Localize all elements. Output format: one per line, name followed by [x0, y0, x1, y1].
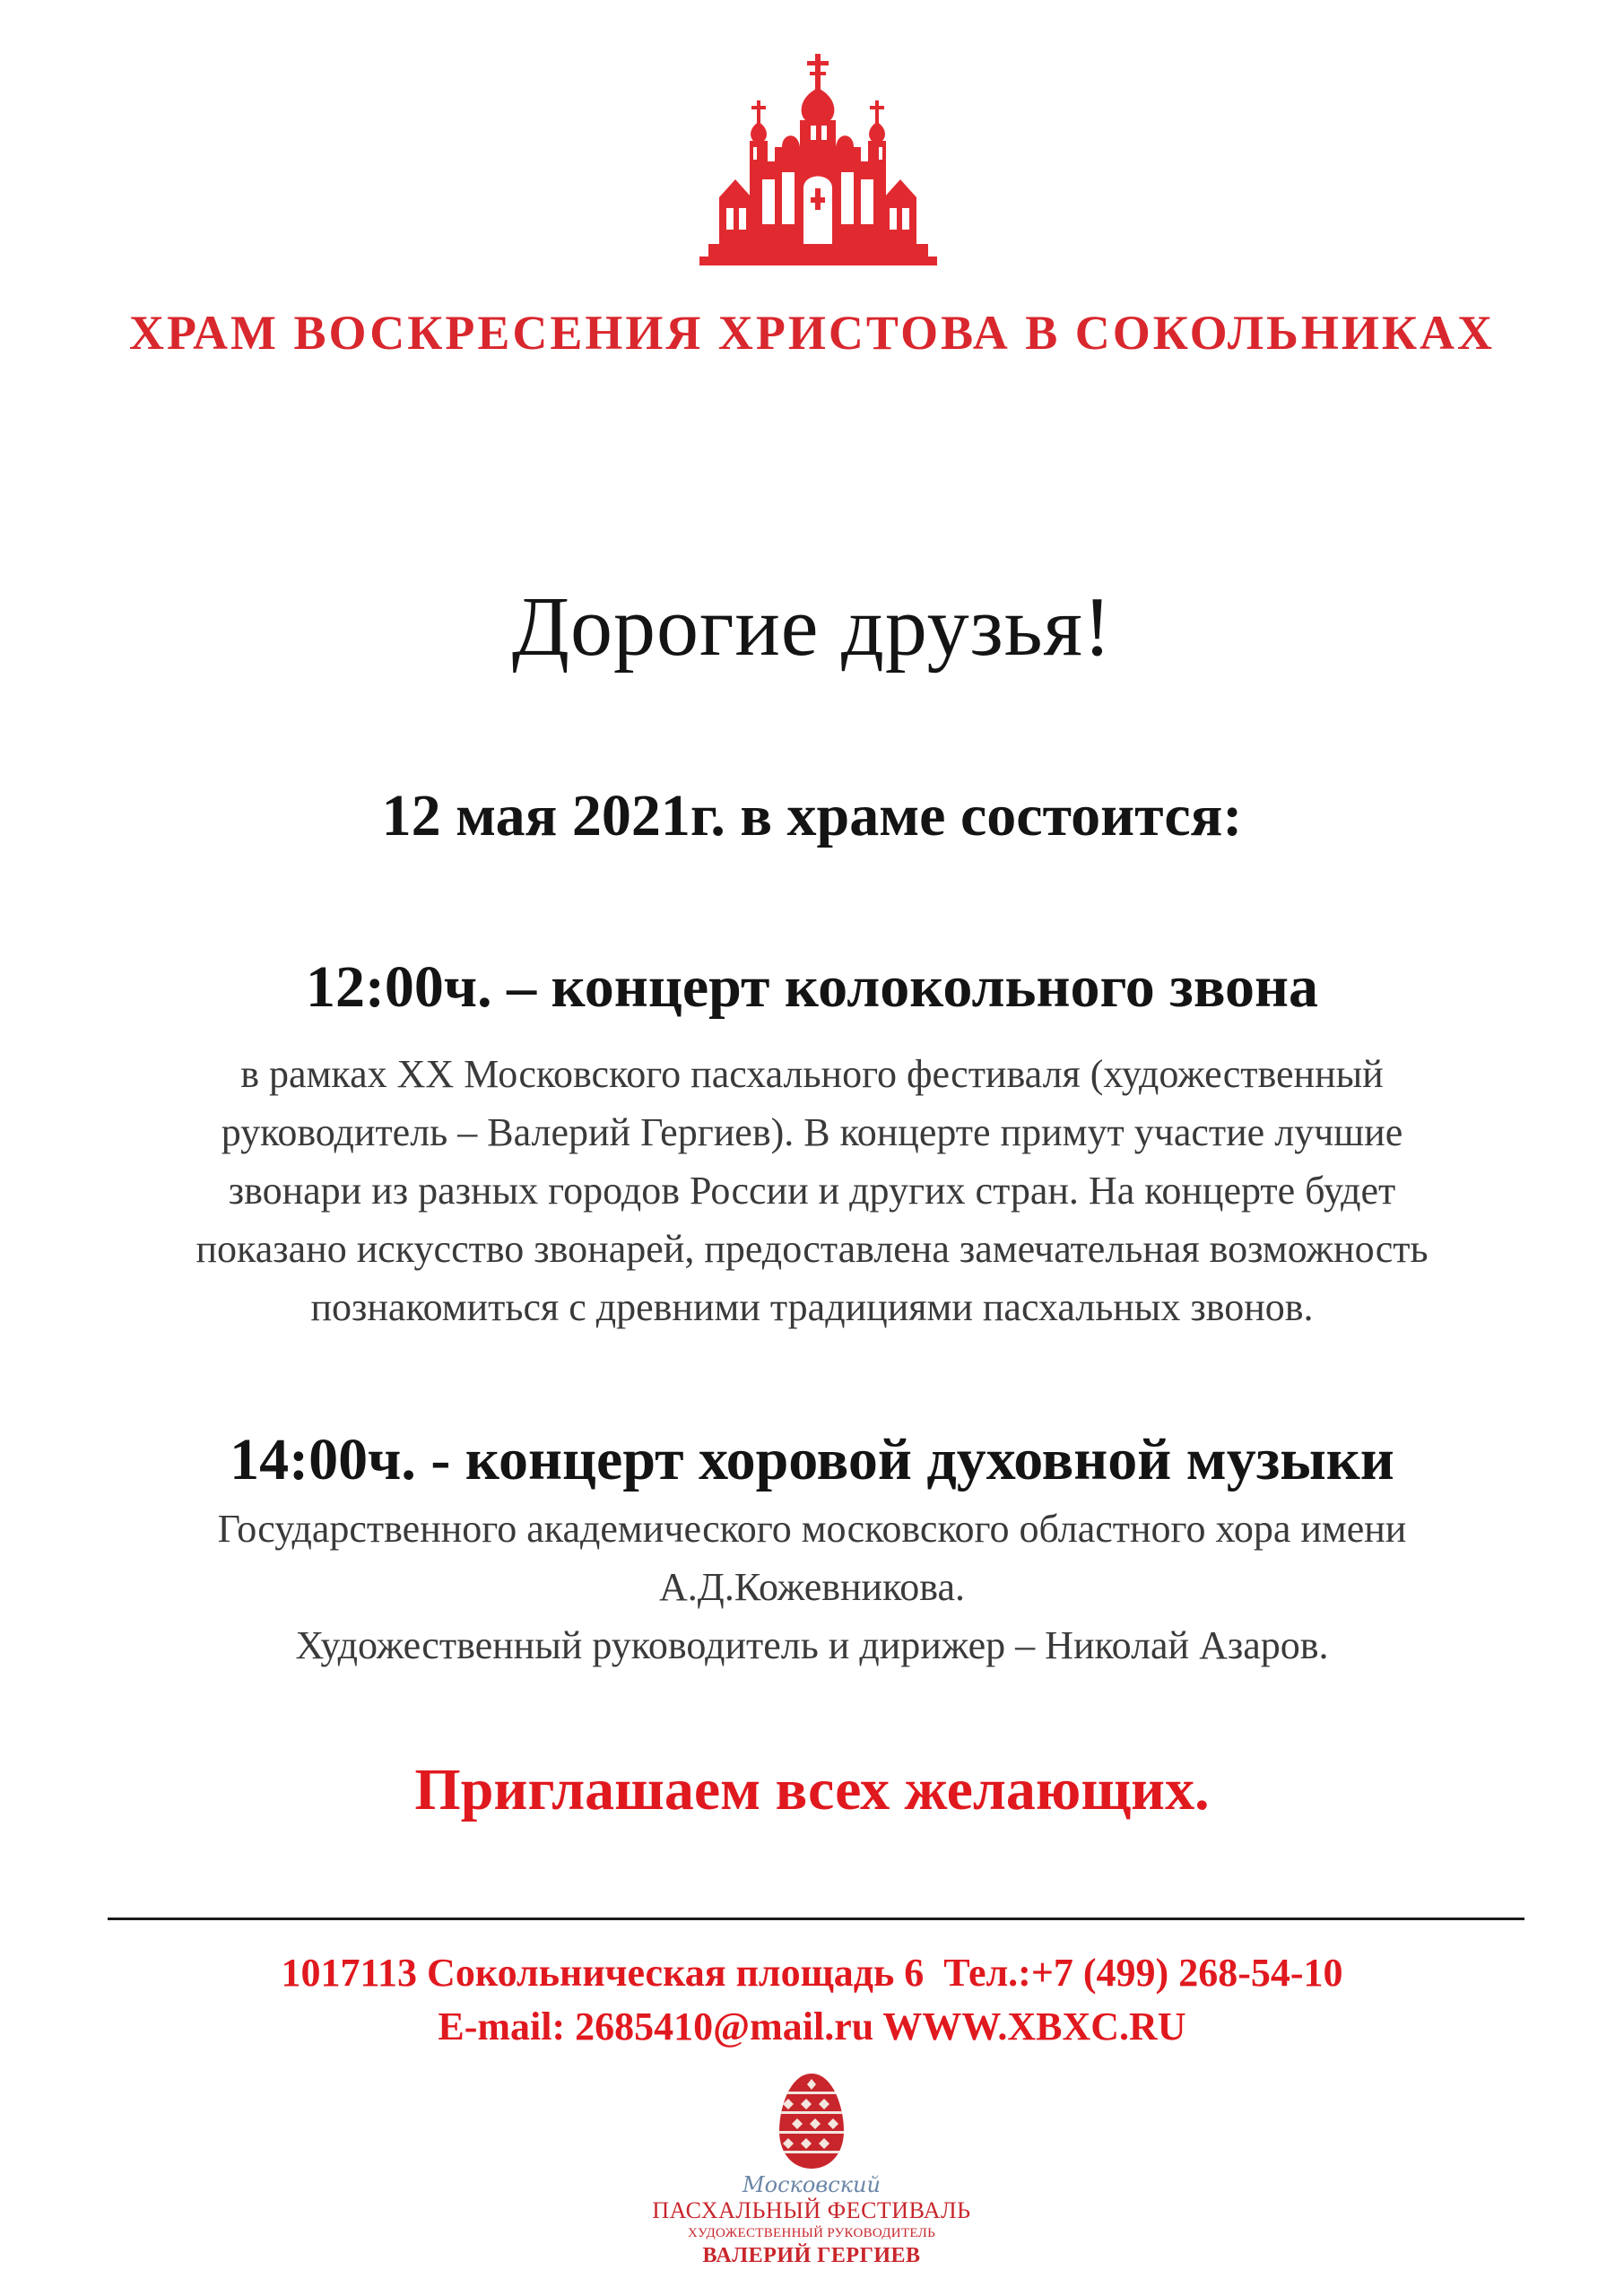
event-2-description	[72, 1500, 1552, 1674]
invitation-text: Приглашаем всех желающих.	[414, 1757, 1210, 1822]
event-date-line: 12 мая 2021г. в храме состоится:	[381, 783, 1243, 848]
event-2-heading: 14:00ч. - концерт хоровой духовной музыки	[230, 1427, 1394, 1492]
event-2-description-line: Государственного академического московского областного хора имени	[217, 1507, 1407, 1551]
event-1-description	[72, 1045, 1552, 1336]
event-1-description-line: в рамках XX Московского пасхального фестиваля (художественный	[240, 1052, 1384, 1096]
festival-director-role: ХУДОЖЕСТВЕННЫЙ РУКОВОДИТЕЛЬ	[687, 2226, 936, 2240]
easter-egg-icon	[776, 2072, 847, 2170]
event-2-description-line: Художественный руководитель и дирижер – Николай Азаров.	[295, 1623, 1329, 1667]
event-1-description-line: звонари из разных городов России и других стран. На концерте будет	[228, 1169, 1396, 1213]
contact-info	[0, 1946, 1624, 2054]
address-phone-line: 1017113 Сокольническая площадь 6 Тел.:+7 (499) 268-54-10	[281, 1951, 1343, 1995]
festival-logo	[632, 2072, 991, 2278]
festival-script-title: Московский	[743, 2172, 881, 2197]
event-2-description-line: А.Д.Кожевникова.	[659, 1565, 965, 1609]
event-1-heading: 12:00ч. – концерт колокольного звона	[305, 954, 1319, 1020]
footer-divider	[108, 1918, 1524, 1920]
church-icon	[699, 54, 937, 278]
festival-director-name: ВАЛЕРИЙ ГЕРГИЕВ	[702, 2244, 921, 2267]
event-1-description-line: руководитель – Валерий Гергиев). В концерте примут участие лучшие	[221, 1110, 1403, 1154]
festival-name: ПАСХАЛЬНЫЙ ФЕСТИВАЛЬ	[652, 2197, 971, 2223]
email-website-line: E-mail: 2685410@mail.ru WWW.XBXC.RU	[438, 2005, 1186, 2048]
church-name: ХРАМ ВОСКРЕСЕНИЯ ХРИСТОВА В СОКОЛЬНИКАХ	[128, 306, 1496, 360]
greeting-heading: Дорогие друзья!	[511, 580, 1113, 674]
event-1-description-line: познакомиться с древними традициями пасхальных звонов.	[310, 1285, 1314, 1329]
event-1-description-line: показано искусство звонарей, предоставлена замечательная возможность	[195, 1227, 1429, 1271]
